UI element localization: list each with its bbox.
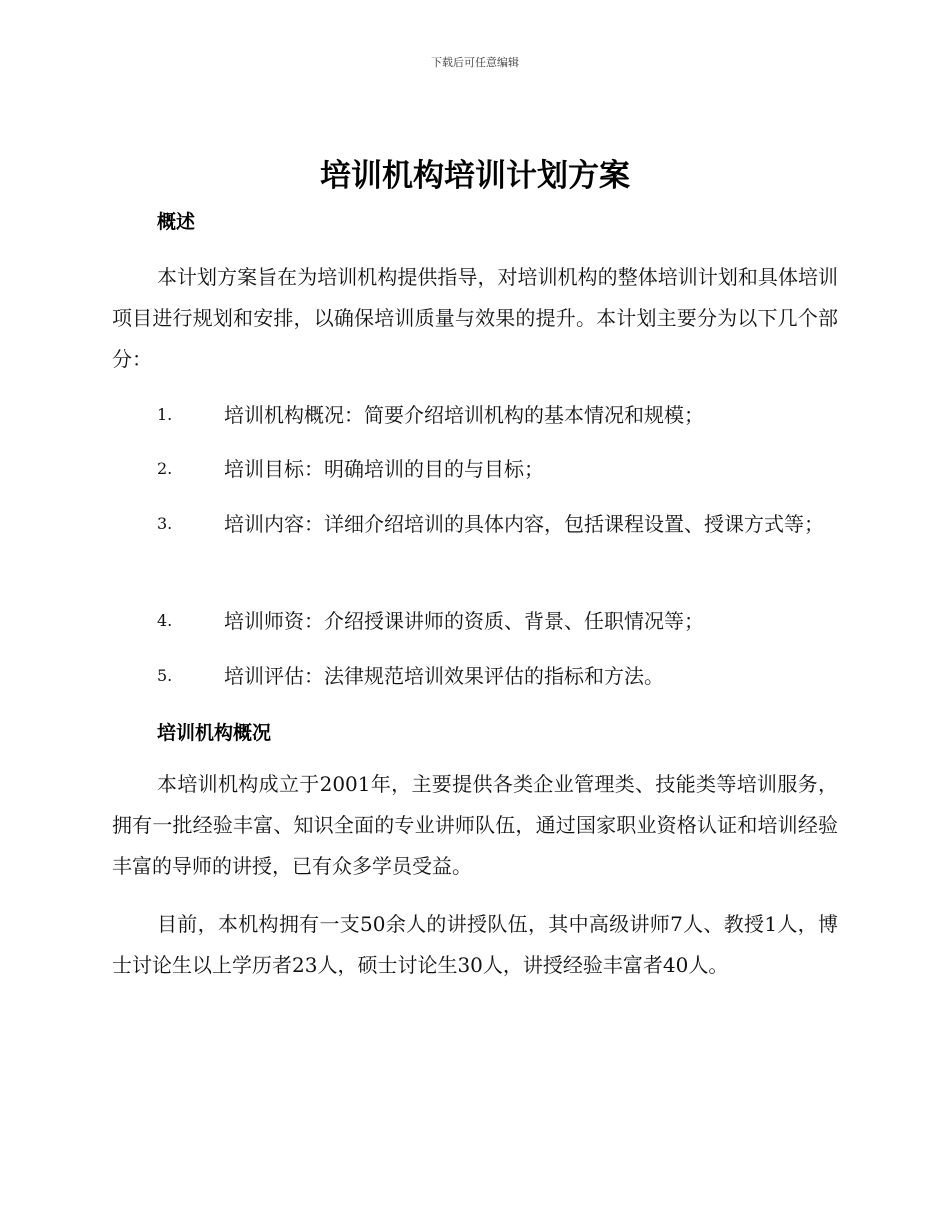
list-item-text: 培训师资：介绍授课讲师的资质、背景、任职情况等； — [224, 609, 704, 633]
list-item-number: 5. — [157, 666, 173, 685]
list-item-number: 3. — [157, 514, 173, 533]
list-item-number: 1. — [157, 405, 173, 424]
list-item-number: 4. — [157, 611, 173, 630]
list-item-text: 培训目标：明确培训的目的与目标； — [224, 457, 544, 481]
list-item-text: 培训评估：法律规范培训效果评估的指标和方法。 — [224, 664, 664, 688]
institution-paragraph: 目前，本机构拥有一支50余人的讲授队伍，其中高级讲师7人、教授1人，博士讨论生以上学历者23人，硕士讨论生30人，讲授经验丰富者40人。 — [112, 912, 838, 977]
list-item-number: 2. — [157, 459, 173, 478]
section-heading-overview: 概述 — [157, 211, 196, 233]
list-item-text: 培训机构概况：简要介绍培训机构的基本情况和规模； — [224, 403, 704, 427]
document-title: 培训机构培训计划方案 — [320, 158, 630, 194]
list-item — [112, 654, 838, 698]
list-item — [112, 447, 838, 491]
list-item — [112, 599, 838, 643]
list-item — [112, 393, 838, 437]
header-note: 下载后可任意编辑 — [431, 56, 519, 69]
overview-intro-paragraph: 本计划方案旨在为培训机构提供指导，对培训机构的整体培训计划和具体培训项目进行规划和安排，以确保培训质量与效果的提升。本计划主要分为以下几个部分： — [112, 265, 838, 371]
list-item-text: 培训内容：详细介绍培训的具体内容，包括课程设置、授课方式等； — [224, 512, 824, 536]
section-heading-institution-overview: 培训机构概况 — [157, 722, 272, 744]
institution-paragraph: 本培训机构成立于2001年，主要提供各类企业管理类、技能类等培训服务，拥有一批经验丰富、知识全面的专业讲师队伍，通过国家职业资格认证和培训经验丰富的导师的讲授，已有众多学员受益。 — [112, 772, 838, 878]
list-item — [112, 502, 838, 546]
